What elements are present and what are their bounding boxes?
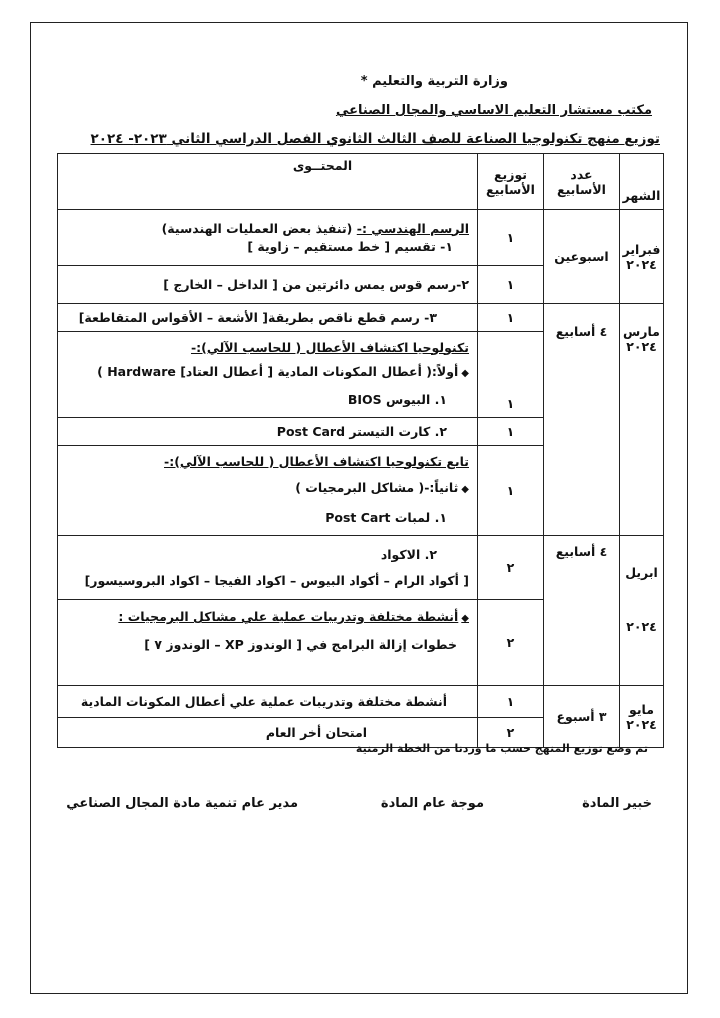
content-cell: [58, 446, 478, 536]
header-weeks-dist: توزيع الأسابيع: [478, 154, 544, 210]
diamond-bullet-icon: ◆: [461, 613, 469, 624]
signature-supervisor: موجة عام المادة: [380, 796, 484, 811]
weeks-cell-may: ٣ أسبوع: [544, 686, 620, 748]
weeks-cell-feb: اسبوعين: [544, 210, 620, 304]
content-line: ثانياً:-( مشاكل البرمجيات ): [295, 479, 459, 495]
dist-cell: ١: [478, 266, 544, 304]
content-line: ١. البيوس BIOS: [347, 391, 447, 407]
header-content: المحتــوى: [58, 154, 478, 210]
month-cell-mar: مارس ٢٠٢٤: [620, 304, 664, 536]
content-line: ٢. الاكواد: [380, 546, 437, 562]
dist-cell: ٢: [478, 718, 544, 748]
content-cell: [58, 266, 478, 304]
month-cell-may: مايو ٢٠٢٤: [620, 686, 664, 748]
diamond-bullet-icon: ◆: [461, 367, 469, 379]
section-heading: الرسم الهندسي :-: [356, 220, 469, 236]
content-line: ١. لمبات Post Cart: [325, 509, 447, 525]
section-heading: تابع تكنولوجيا اكتشاف الأعطال ( للحاسب الآلي):-: [164, 453, 469, 469]
content-cell: [58, 536, 478, 600]
dist-cell: ١: [478, 446, 544, 536]
dist-cell: ١: [478, 686, 544, 718]
dist-cell: ١: [478, 332, 544, 418]
content-cell: [58, 600, 478, 686]
dist-cell: ٢: [478, 600, 544, 686]
content-cell: [58, 210, 478, 266]
content-line: امتحان أخر العام: [265, 724, 367, 740]
office-name: مكتب مستشار التعليم الاساسي والمجال الصناعي: [335, 103, 652, 118]
content-line: أنشطة مختلفة وتدريبات عملية علي أعطال المكونات المادية: [80, 693, 447, 709]
content-cell: [58, 304, 478, 332]
curriculum-table: [57, 153, 664, 748]
header-weeks-count: عدد الأسابيع: [544, 154, 620, 210]
content-cell: [58, 686, 478, 718]
weeks-cell-apr: ٤ أسابيع: [544, 536, 620, 686]
table-row: [58, 686, 664, 718]
signature-director: مدير عام تنمية مادة المجال الصناعي: [66, 796, 298, 811]
content-line: [ أكواد الرام – أكواد البيوس – اكواد الفيجا – اكواد البروسيسور]: [84, 572, 469, 588]
month-cell-feb: فبراير ٢٠٢٤: [620, 210, 664, 304]
table-row: [58, 210, 664, 266]
content-line: خطوات إزالة البرامج في [ الوندوز XP – الوندوز ٧ ]: [144, 637, 457, 652]
section-heading: تكنولوجيا اكتشاف الأعطال ( للحاسب الآلي):-: [190, 339, 469, 355]
table-header-row: [58, 154, 664, 210]
content-cell: [58, 332, 478, 418]
content-line: ٢. كارت التيستر Post Card: [276, 423, 447, 439]
page-title: توزيع منهج تكنولوجيا الصناعة للصف الثالث الثانوي الفصل الدراسي الثاني ٢٠٢٣- ٢٠٢٤: [90, 131, 660, 147]
ministry-name: وزارة التربية والتعليم *: [360, 74, 508, 89]
dist-cell: ١: [478, 304, 544, 332]
weeks-cell-mar: ٤ أسابيع: [544, 304, 620, 536]
content-line: ٣- رسم قطع ناقص بطريقة[ الأشعة – الأقواس المتقاطعة]: [78, 309, 437, 325]
dist-cell: ١: [478, 418, 544, 446]
diamond-bullet-icon: ◆: [461, 483, 469, 495]
table-row: [58, 304, 664, 332]
header-month: الشهر: [620, 154, 664, 210]
content-line: (تنفيذ بعض العمليات الهندسية): [161, 220, 353, 236]
dist-cell: ٢: [478, 536, 544, 600]
content-line: أولاً:( أعطال المكونات المادية [ أعطال العتاد] Hardware ): [97, 363, 459, 379]
table-row: [58, 536, 664, 600]
section-heading: أنشطة مختلفة وتدريبات عملية علي مشاكل البرمجيات :: [118, 609, 459, 624]
dist-cell: ١: [478, 210, 544, 266]
footnote: تم وضع توزيع المنهج حسب ما وردنا من الخطة الزمنية: [355, 742, 648, 755]
content-line: ١- تقسيم [ خط مستقيم – زاوية ]: [247, 238, 453, 254]
content-line: ٢-رسم قوس يمس دائرتين من [ الداخل – الخارج ]: [163, 276, 469, 292]
signature-expert: خبير المادة: [582, 796, 652, 811]
month-cell-apr: ابريل ٢٠٢٤: [620, 536, 664, 686]
content-cell: [58, 418, 478, 446]
